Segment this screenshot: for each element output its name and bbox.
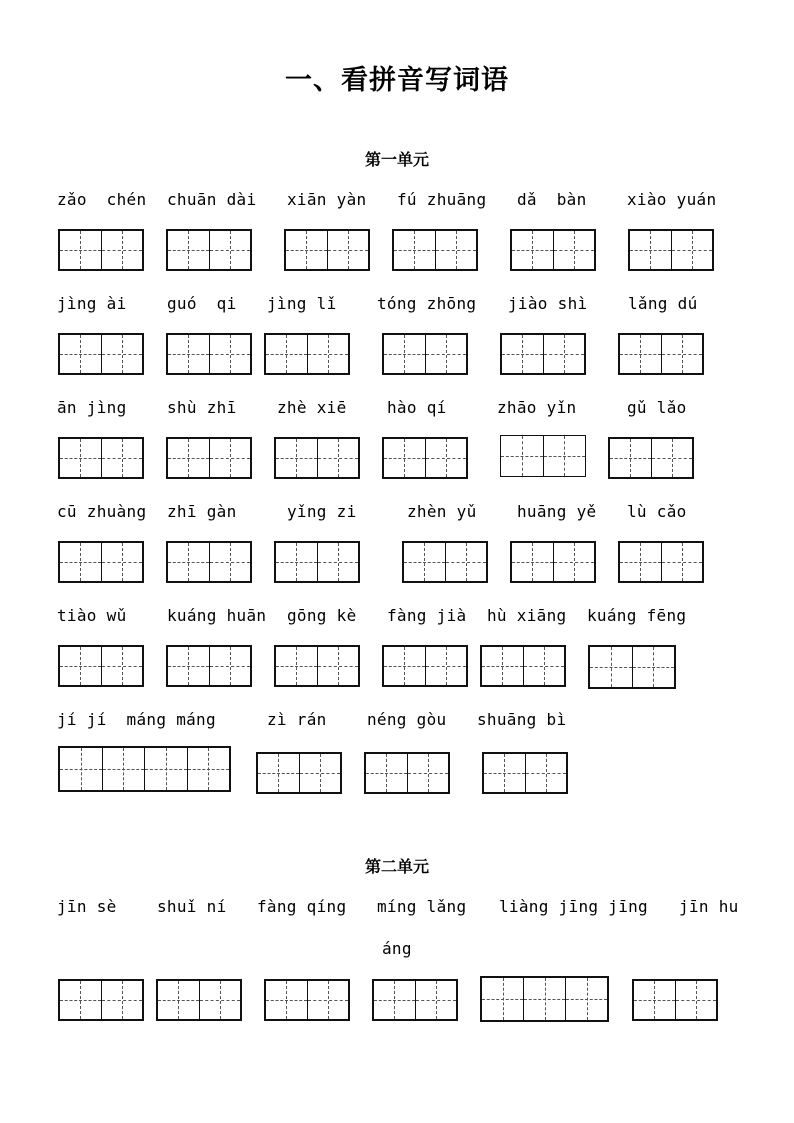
writing-cell[interactable] [374, 981, 415, 1019]
writing-cell[interactable] [209, 231, 251, 269]
writing-box[interactable] [166, 645, 252, 687]
pinyin-label: áng [382, 939, 412, 958]
unit-heading-1: 第一单元 [364, 150, 429, 169]
writing-box[interactable] [500, 435, 586, 477]
pinyin-label: chuān dài [167, 190, 257, 209]
writing-cell[interactable] [407, 754, 449, 792]
writing-cell[interactable] [276, 543, 317, 581]
pinyin-label: zhāo yǐn [497, 398, 577, 417]
pinyin-label: guó qi [167, 294, 237, 313]
pinyin-label: jìng lǐ [267, 294, 337, 313]
writing-box[interactable] [284, 229, 370, 271]
writing-cell[interactable] [60, 439, 101, 477]
writing-cell[interactable] [425, 647, 467, 685]
pinyin-label: xiān yàn [287, 190, 367, 209]
writing-cell[interactable] [384, 647, 425, 685]
writing-cell[interactable] [671, 231, 713, 269]
writing-cell[interactable] [634, 981, 675, 1019]
writing-cell[interactable] [630, 231, 671, 269]
pinyin-label: zhī gàn [167, 502, 237, 521]
writing-cell[interactable] [209, 543, 251, 581]
pinyin-label: kuáng fēng [587, 606, 687, 625]
writing-box[interactable] [382, 333, 468, 375]
writing-cell[interactable] [209, 439, 251, 477]
pinyin-label: lǎng dú [628, 294, 698, 313]
pinyin-label: huāng yě [517, 502, 597, 521]
writing-cell[interactable] [168, 647, 209, 685]
unit-heading-2: 第二单元 [364, 857, 429, 876]
writing-box[interactable] [166, 437, 252, 479]
writing-cell[interactable] [512, 231, 553, 269]
pinyin-label: kuáng huān [167, 606, 267, 625]
writing-cell[interactable] [394, 231, 435, 269]
writing-box[interactable] [264, 333, 350, 375]
writing-cell[interactable] [482, 978, 523, 1020]
writing-cell[interactable] [209, 647, 251, 685]
pinyin-label: tóng zhōng [377, 294, 477, 313]
writing-cell[interactable] [327, 231, 369, 269]
writing-cell[interactable] [60, 748, 102, 790]
writing-box[interactable] [166, 541, 252, 583]
writing-box[interactable] [510, 541, 596, 583]
pinyin-label: zì rán [267, 710, 327, 729]
writing-cell[interactable] [307, 335, 349, 373]
pinyin-label: tiào wǔ [57, 606, 127, 625]
writing-box[interactable] [608, 437, 694, 479]
writing-cell[interactable] [199, 981, 241, 1019]
writing-cell[interactable] [565, 978, 607, 1020]
pinyin-label: ān jìng [57, 398, 127, 417]
writing-cell[interactable] [553, 543, 595, 581]
writing-box[interactable] [156, 979, 242, 1021]
writing-cell[interactable] [307, 981, 349, 1019]
writing-cell[interactable] [512, 543, 553, 581]
writing-cell[interactable] [317, 543, 359, 581]
writing-cell[interactable] [661, 543, 703, 581]
writing-box[interactable] [58, 979, 144, 1021]
pinyin-label: fàng jià [387, 606, 467, 625]
writing-cell[interactable] [144, 748, 187, 790]
pinyin-label: fú zhuāng [397, 190, 487, 209]
writing-cell[interactable] [60, 335, 101, 373]
writing-cell[interactable] [209, 335, 251, 373]
writing-cell[interactable] [102, 748, 145, 790]
writing-box[interactable] [364, 752, 450, 794]
writing-box[interactable] [58, 645, 144, 687]
writing-box[interactable] [480, 976, 609, 1022]
writing-cell[interactable] [60, 647, 101, 685]
pinyin-label: jīn hu [679, 897, 739, 916]
writing-cell[interactable] [425, 335, 467, 373]
writing-cell[interactable] [168, 439, 209, 477]
writing-cell[interactable] [661, 335, 703, 373]
writing-box[interactable] [274, 645, 360, 687]
pinyin-label: dǎ bàn [517, 190, 587, 209]
pinyin-label: lù cǎo [627, 502, 687, 521]
writing-box[interactable] [264, 979, 350, 1021]
writing-cell[interactable] [404, 543, 445, 581]
pinyin-label: néng gòu [367, 710, 447, 729]
writing-cell[interactable] [317, 439, 359, 477]
writing-cell[interactable] [435, 231, 477, 269]
writing-box[interactable] [628, 229, 714, 271]
writing-cell[interactable] [101, 647, 143, 685]
writing-cell[interactable] [502, 335, 543, 373]
pinyin-label: shuāng bì [477, 710, 567, 729]
writing-box[interactable] [402, 541, 488, 583]
writing-cell[interactable] [60, 231, 101, 269]
writing-box[interactable] [166, 333, 252, 375]
writing-box[interactable] [480, 645, 566, 687]
writing-box[interactable] [58, 229, 144, 271]
writing-cell[interactable] [168, 231, 209, 269]
writing-cell[interactable] [317, 647, 359, 685]
pinyin-label: zhèn yǔ [407, 502, 477, 521]
writing-cell[interactable] [276, 647, 317, 685]
writing-cell[interactable] [101, 439, 143, 477]
pinyin-label: xiào yuán [627, 190, 717, 209]
writing-box[interactable] [58, 746, 231, 792]
writing-cell[interactable] [553, 231, 595, 269]
writing-box[interactable] [372, 979, 458, 1021]
writing-cell[interactable] [525, 754, 567, 792]
pinyin-label: gōng kè [287, 606, 357, 625]
writing-cell[interactable] [366, 754, 407, 792]
writing-cell[interactable] [484, 754, 525, 792]
pinyin-label: jiào shì [508, 294, 588, 313]
writing-box[interactable] [632, 979, 718, 1021]
pinyin-label: zǎo chén [57, 190, 147, 209]
writing-cell[interactable] [187, 748, 230, 790]
writing-box[interactable] [510, 229, 596, 271]
writing-box[interactable] [256, 752, 342, 794]
writing-box[interactable] [588, 645, 676, 689]
pinyin-label: jí jí máng máng [57, 710, 216, 729]
pinyin-label: jīn sè [57, 897, 117, 916]
writing-box[interactable] [382, 645, 468, 687]
writing-box[interactable] [58, 541, 144, 583]
writing-box[interactable] [500, 333, 586, 375]
writing-box[interactable] [618, 333, 704, 375]
writing-cell[interactable] [445, 543, 487, 581]
pinyin-label: hào qí [387, 398, 447, 417]
writing-cell[interactable] [168, 543, 209, 581]
writing-cell[interactable] [501, 436, 543, 476]
pinyin-label: yǐng zi [287, 502, 357, 521]
writing-cell[interactable] [482, 647, 523, 685]
pinyin-label: cū zhuàng [57, 502, 147, 521]
page-title: 一、看拼音写词语 [285, 65, 509, 96]
pinyin-label: shù zhī [167, 398, 237, 417]
writing-box[interactable] [274, 541, 360, 583]
writing-cell[interactable] [620, 335, 661, 373]
writing-cell[interactable] [651, 439, 693, 477]
writing-box[interactable] [58, 437, 144, 479]
writing-box[interactable] [392, 229, 478, 271]
writing-box[interactable] [482, 752, 568, 794]
pinyin-label: jìng ài [57, 294, 127, 313]
writing-cell[interactable] [523, 978, 565, 1020]
pinyin-label: zhè xiē [277, 398, 347, 417]
writing-cell[interactable] [632, 647, 675, 687]
writing-cell[interactable] [158, 981, 199, 1019]
pinyin-label: hù xiāng [487, 606, 567, 625]
writing-cell[interactable] [543, 436, 586, 476]
writing-cell[interactable] [101, 335, 143, 373]
writing-cell[interactable] [610, 439, 651, 477]
writing-cell[interactable] [620, 543, 661, 581]
pinyin-label: gǔ lǎo [627, 398, 687, 417]
writing-cell[interactable] [266, 335, 307, 373]
writing-cell[interactable] [299, 754, 341, 792]
writing-box[interactable] [382, 437, 468, 479]
writing-cell[interactable] [384, 439, 425, 477]
writing-cell[interactable] [101, 981, 143, 1019]
writing-cell[interactable] [590, 647, 632, 687]
writing-cell[interactable] [425, 439, 467, 477]
writing-cell[interactable] [60, 543, 101, 581]
writing-cell[interactable] [168, 335, 209, 373]
writing-cell[interactable] [384, 335, 425, 373]
writing-box[interactable] [166, 229, 252, 271]
writing-cell[interactable] [258, 754, 299, 792]
writing-cell[interactable] [675, 981, 717, 1019]
writing-cell[interactable] [523, 647, 565, 685]
writing-box[interactable] [274, 437, 360, 479]
writing-box[interactable] [618, 541, 704, 583]
pinyin-label: míng lǎng [377, 897, 467, 916]
writing-cell[interactable] [101, 543, 143, 581]
writing-box[interactable] [58, 333, 144, 375]
writing-cell[interactable] [286, 231, 327, 269]
pinyin-label: fàng qíng [257, 897, 347, 916]
pinyin-label: liàng jīng jīng [499, 897, 648, 916]
writing-cell[interactable] [276, 439, 317, 477]
writing-cell[interactable] [543, 335, 585, 373]
writing-cell[interactable] [415, 981, 457, 1019]
writing-cell[interactable] [101, 231, 143, 269]
writing-cell[interactable] [266, 981, 307, 1019]
writing-cell[interactable] [60, 981, 101, 1019]
pinyin-label: shuǐ ní [157, 897, 227, 916]
